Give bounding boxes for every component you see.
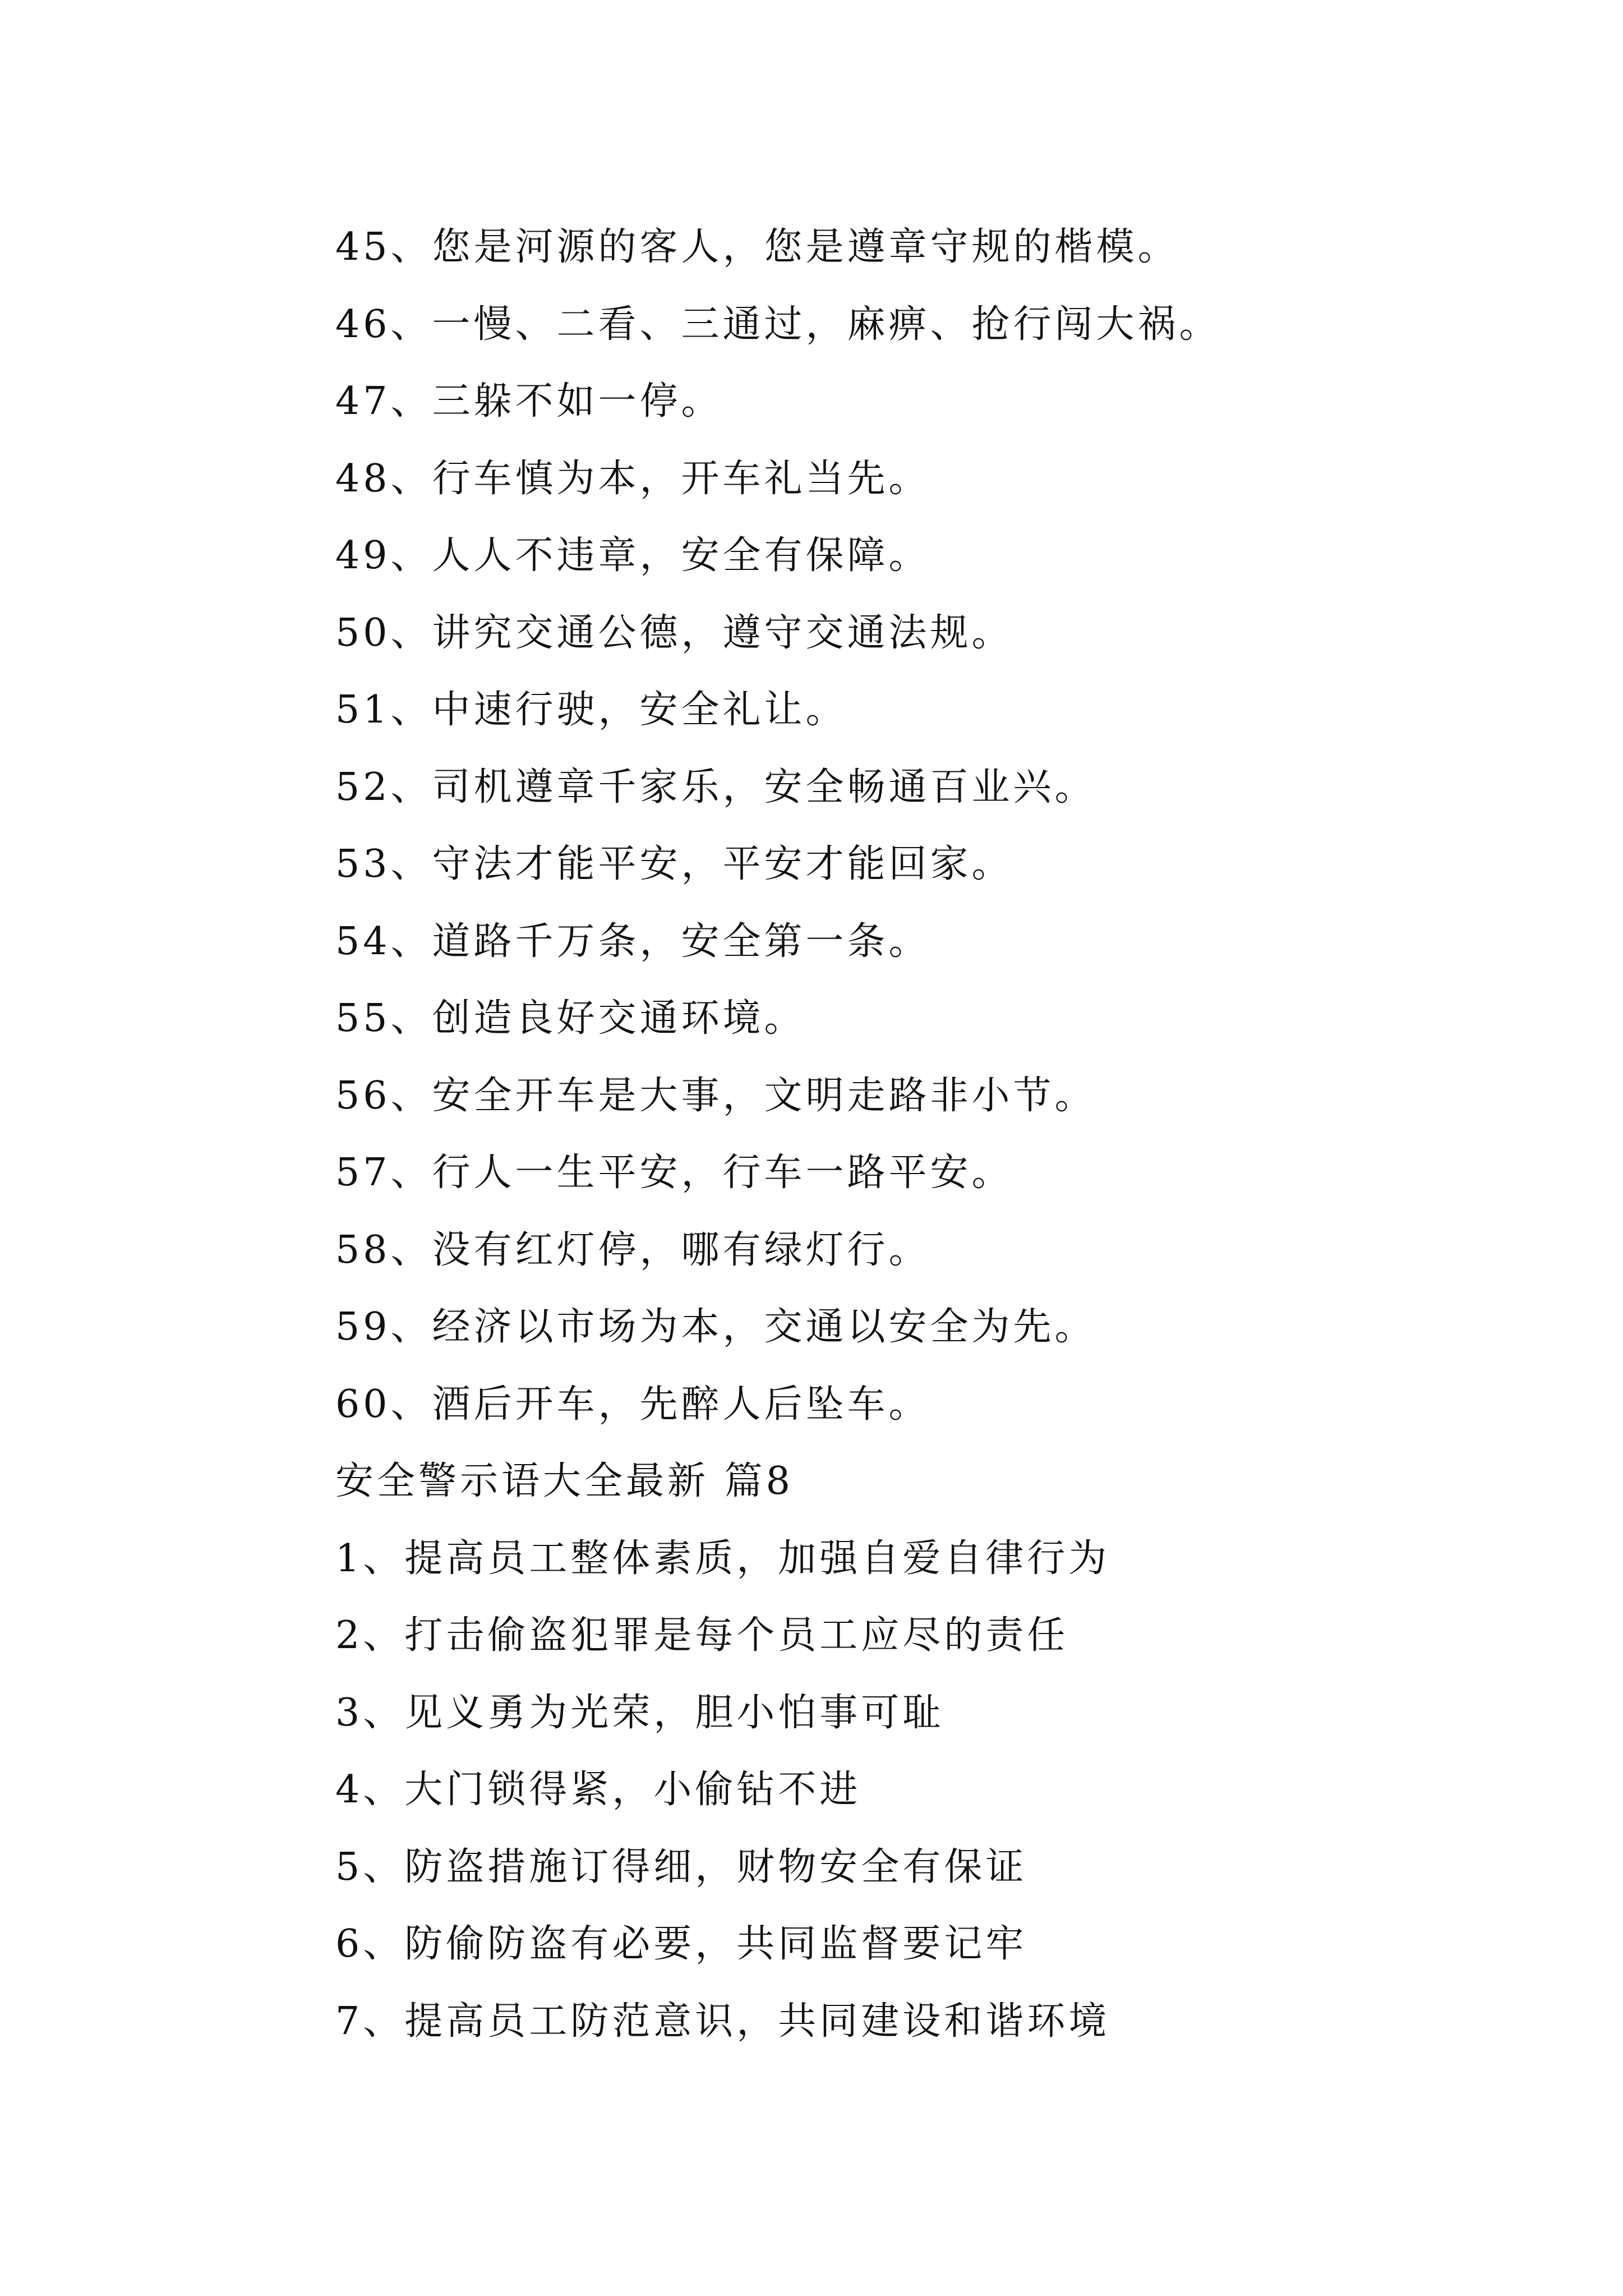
list-item: 56、安全开车是大事，文明走路非小节。 — [335, 1073, 1096, 1118]
list-item: 54、道路千万条，安全第一条。 — [335, 919, 930, 964]
list-item: 58、没有红灯停，哪有绿灯行。 — [335, 1227, 930, 1272]
list-item: 5、防盗措施订得细，财物安全有保证 — [335, 1844, 1027, 1889]
list-item: 1、提高员工整体素质，加强自爱自律行为 — [335, 1536, 1110, 1581]
list-item: 2、打击偷盗犯罪是每个员工应尽的责任 — [335, 1613, 1069, 1658]
list-item: 46、一慢、二看、三通过，麻痹、抢行闯大祸。 — [335, 302, 1221, 347]
list-item: 55、创造良好交通环境。 — [335, 996, 806, 1041]
list-item: 57、行人一生平安，行车一路平安。 — [335, 1151, 1013, 1195]
document-body — [335, 209, 1457, 2060]
list-item: 51、中速行驶，安全礼让。 — [335, 688, 847, 732]
list-item: 48、行车慎为本，开车礼当先。 — [335, 456, 930, 501]
list-item: 6、防偷防盗有必要，共同监督要记牢 — [335, 1922, 1027, 1966]
list-item: 59、经济以市场为本，交通以安全为先。 — [335, 1305, 1096, 1349]
section-heading: 安全警示语大全最新 篇8 — [335, 1459, 794, 1503]
list-item: 49、人人不违章，安全有保障。 — [335, 533, 930, 578]
list-item: 52、司机遵章千家乐，安全畅通百业兴。 — [335, 765, 1096, 809]
list-item: 60、酒后开车，先醉人后坠车。 — [335, 1382, 930, 1427]
list-item: 50、讲究交通公德，遵守交通法规。 — [335, 610, 1013, 655]
list-item: 3、见义勇为光荣，胆小怕事可耻 — [335, 1690, 944, 1735]
list-item: 47、三躲不如一停。 — [335, 379, 723, 424]
list-item: 53、守法才能平安，平安才能回家。 — [335, 842, 1013, 886]
list-item: 45、您是河源的客人，您是遵章守规的楷模。 — [335, 225, 1179, 269]
list-item: 7、提高员工防范意识，共同建设和谐环境 — [335, 1999, 1110, 2044]
list-item: 4、大门锁得紧，小偷钻不进 — [335, 1768, 861, 1812]
